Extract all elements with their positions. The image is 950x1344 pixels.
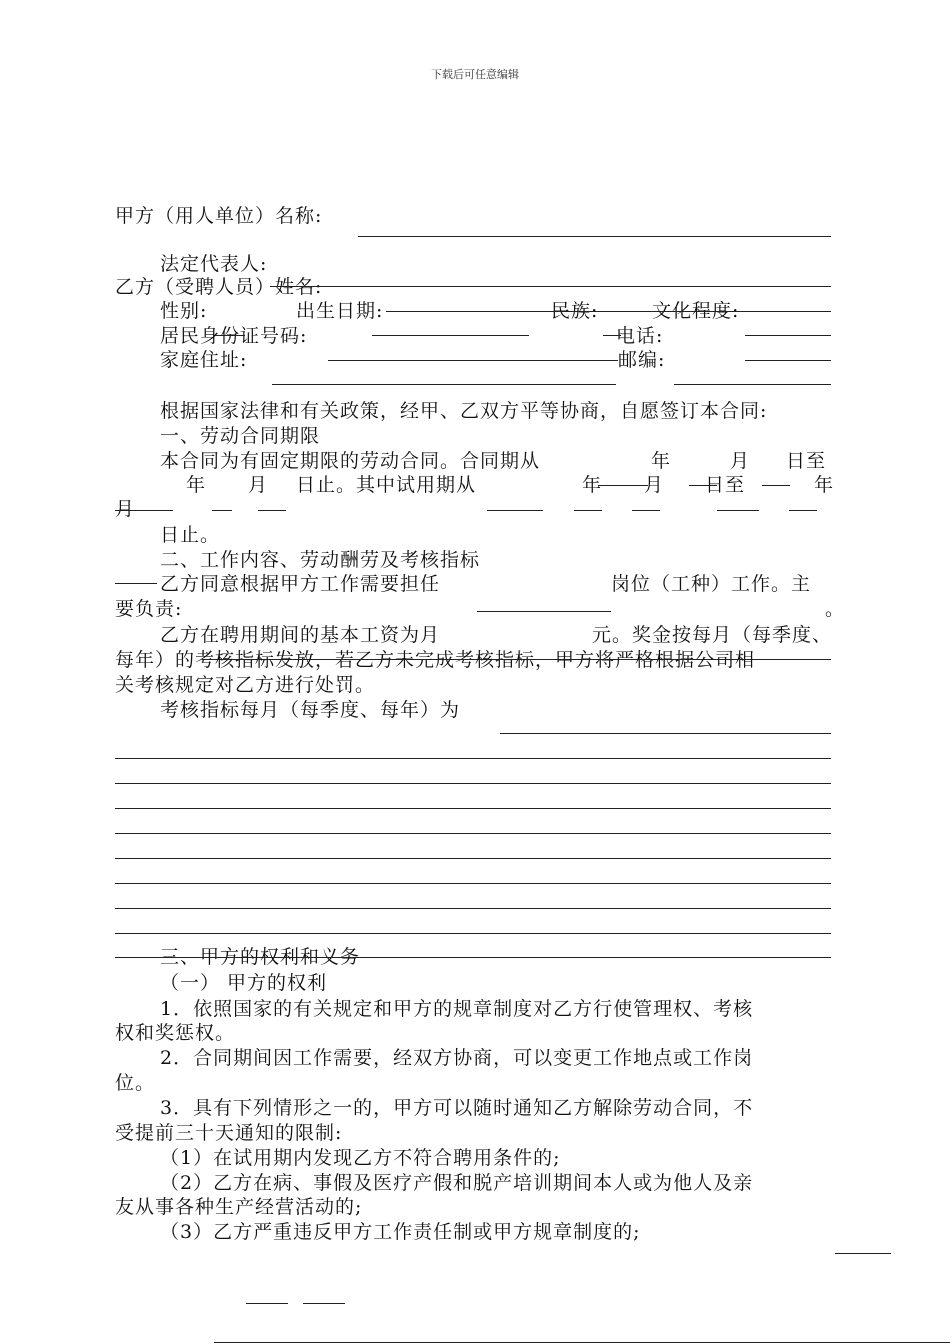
- p2c-strike: [202, 659, 831, 660]
- education-label: 文化程度:: [652, 300, 740, 322]
- probation-strike-2: [689, 485, 717, 486]
- blank-r2: [212, 510, 232, 511]
- phone-strike: [603, 335, 621, 336]
- section2-p2a: 乙方在聘用期间的基本工资为月: [160, 624, 441, 646]
- kpi-blank-6: [115, 883, 831, 884]
- section2-p1b: 岗位（工种）工作。主: [611, 573, 812, 595]
- footer-rule-3: [303, 1303, 345, 1304]
- item3a: 3．具有下列情形之一的，甲方可以随时通知乙方解除劳动合同，不: [160, 1097, 754, 1119]
- kpi-blank-1: [115, 758, 831, 759]
- postcode-blank: [745, 360, 831, 361]
- month1: 月: [730, 450, 751, 472]
- kpi-blank-5: [115, 858, 831, 859]
- year3: 年: [582, 474, 603, 496]
- gender-label: 性别:: [160, 300, 208, 322]
- blank-r4: [487, 510, 543, 511]
- section1-line2-mid: 日止。其中试用期从: [296, 474, 477, 496]
- blank-r3: [258, 510, 286, 511]
- clause-3: （3）乙方严重违反甲方工作责任制或甲方规章制度的;: [160, 1221, 641, 1243]
- section2-lead-dash: [115, 583, 157, 584]
- ethnicity-label: 民族:: [551, 300, 599, 322]
- postcode-label: 邮编:: [618, 349, 666, 371]
- item3b: 受提前三十天通知的限制:: [115, 1122, 343, 1144]
- year2: 年: [186, 474, 207, 496]
- blank-r6: [632, 510, 660, 511]
- postcode-blank-2: [674, 384, 831, 385]
- party-b-name-blank: [270, 286, 831, 287]
- id-label: 居民身份证号码:: [160, 325, 308, 347]
- year1: 年: [651, 450, 672, 472]
- kpi-blank-2: [115, 783, 831, 784]
- section1-line1: 本合同为有固定期限的劳动合同。合同期从: [160, 450, 541, 472]
- header-watermark: 下载后可任意编辑: [431, 68, 519, 81]
- legal-rep-label: 法定代表人:: [160, 253, 268, 275]
- section1-title: 一、劳动合同期限: [160, 425, 321, 447]
- item2a: 2．合同期间因工作需要，经双方协商，可以变更工作地点或工作岗: [160, 1047, 754, 1069]
- month4: 月: [115, 498, 136, 520]
- section3-title: 三、甲方的权利和义务: [160, 946, 361, 968]
- clause-1: （1）在试用期内发现乙方不符合聘用条件的;: [160, 1147, 561, 1169]
- section2-p2b: 元。奖金按每月（每季度、: [592, 624, 833, 646]
- day-to2: 日至: [705, 474, 746, 496]
- blank-r5: [574, 510, 602, 511]
- section2-p1c: 要负责:: [115, 598, 183, 620]
- phone-blank: [745, 335, 831, 336]
- id-blank: [372, 335, 529, 336]
- section2-p3: 考核指标每月（每季度、每年）为: [160, 699, 461, 721]
- footer-rule-4: [214, 1342, 950, 1343]
- year4: 年: [814, 474, 835, 496]
- party-b-name-label: 乙方（受聘人员）姓名:: [115, 276, 323, 298]
- address-label: 家庭住址:: [160, 349, 248, 371]
- item1b: 权和奖惩权。: [115, 1022, 236, 1044]
- section2-p2d: 关考核规定对乙方进行处罚。: [115, 674, 376, 696]
- section2-p1-end: 。: [825, 598, 846, 620]
- kpi-blank-0: [500, 733, 831, 734]
- probation-strike-1: [598, 485, 648, 486]
- item2b: 位。: [115, 1072, 156, 1094]
- month3: 月: [644, 474, 665, 496]
- item1a: 1．依照国家的有关规定和甲方的规章制度对乙方行使管理权、考核: [160, 998, 754, 1020]
- kpi-blank-7: [115, 908, 831, 909]
- kpi-blank-8: [115, 933, 831, 934]
- party-a-name-label: 甲方（用人单位）名称:: [115, 205, 323, 227]
- section3-sub1: （一） 甲方的权利: [160, 972, 328, 994]
- clause-2a: （2）乙方在病、事假及医疗产假和脱产培训期间本人或为他人及亲: [160, 1172, 754, 1194]
- footer-rule-1: [835, 1253, 891, 1254]
- section2-p2c: 每年）的考核指标发放，若乙方未完成考核指标，甲方将严格根据公司相: [115, 649, 756, 671]
- phone-label: 电话:: [616, 325, 664, 347]
- probation-strike-3: [762, 485, 790, 486]
- blank-r7: [717, 510, 759, 511]
- address-blank: [328, 360, 618, 361]
- intro-text: 根据国家法律和有关政策，经甲、乙双方平等协商，自愿签订本合同:: [160, 400, 768, 422]
- kpi-blank-4: [115, 833, 831, 834]
- blank-r8: [789, 510, 817, 511]
- day-to1: 日至: [786, 450, 827, 472]
- party-b-info-blank: [386, 311, 831, 312]
- month2: 月: [248, 474, 269, 496]
- blank-r1: [115, 510, 173, 511]
- id-strike: [215, 335, 245, 336]
- footer-rule-2: [246, 1303, 288, 1304]
- section3-strike: [115, 957, 831, 958]
- address-blank-2: [272, 384, 616, 385]
- section2-p1a: 乙方同意根据甲方工作需要担任: [160, 573, 441, 595]
- party-a-name-blank: [358, 236, 831, 237]
- kpi-blank-3: [115, 808, 831, 809]
- section2-title: 二、工作内容、劳动酬劳及考核指标: [160, 549, 481, 571]
- position-blank: [477, 611, 611, 612]
- clause-2b: 友从事各种生产经营活动的;: [115, 1196, 363, 1218]
- birth-label: 出生日期:: [296, 300, 384, 322]
- section1-end: 日止。: [160, 524, 221, 546]
